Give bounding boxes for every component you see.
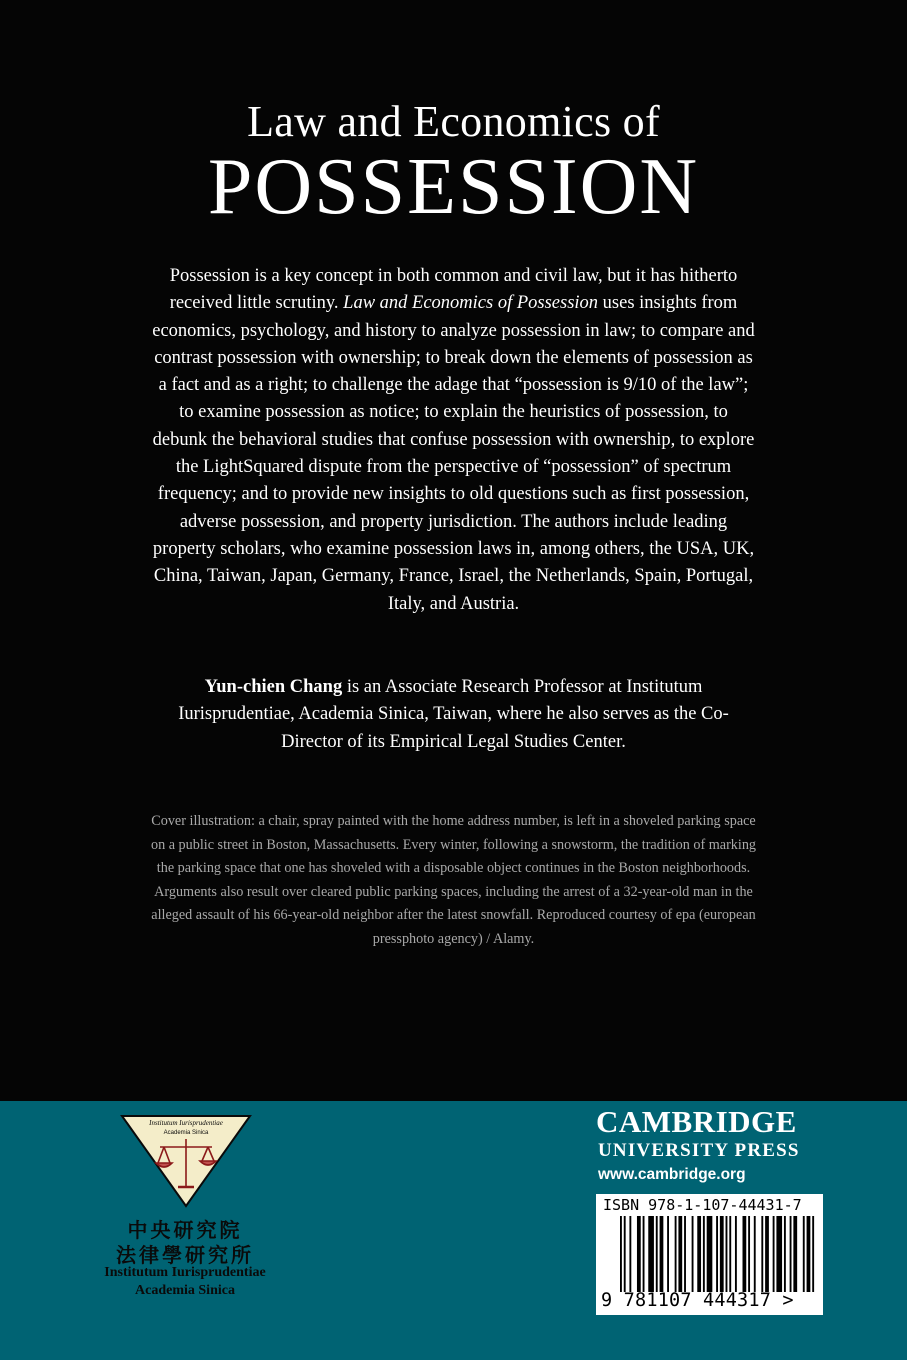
barcode-bar bbox=[703, 1216, 705, 1292]
barcode-bar bbox=[773, 1216, 775, 1292]
barcode-bar bbox=[812, 1216, 814, 1292]
barcode-bar bbox=[716, 1216, 718, 1292]
institute-logo bbox=[120, 1113, 252, 1209]
author-bio bbox=[150, 674, 757, 756]
institute-name-line-1: Institutum Iurisprudentiae bbox=[104, 1265, 266, 1280]
barcode-bar bbox=[784, 1216, 786, 1292]
barcode-bar bbox=[624, 1216, 626, 1292]
description-book-title: Law and Economics of Possession bbox=[343, 293, 599, 314]
author-name: Yun-chien Chang bbox=[204, 677, 343, 697]
logo-text-sub: Academia Sinica bbox=[163, 1130, 209, 1136]
institute-name-line-2: Academia Sinica bbox=[135, 1283, 235, 1298]
title-line-1: Law and Economics of bbox=[247, 97, 660, 146]
cover-illustration-caption: Cover illustration: a chair, spray painted with the home address number, is left in a shoveled parking space on a public street in Boston, Massachusetts. Every winter, following a snowstorm, the tradition of marking the parking space that one has shoveled with a disposable object continues in the Boston neighborhoods. Arguments also result over cleared public parking spaces, including the arrest of a 32-year-old man in the alleged assault of his 66-year-old neighbor after the latest snowfall. Reproduced courtesy of epa (european pressphoto agency) / Alamy. bbox=[150, 813, 757, 947]
book-description bbox=[150, 263, 757, 618]
title-line-2: POSSESSION bbox=[207, 143, 700, 231]
isbn-label: ISBN 978-1-107-44431-7 bbox=[603, 1196, 802, 1214]
description-text-part-1: Possession is a key concept in both common and civil law, but it has hitherto received little scrutiny. bbox=[169, 266, 738, 314]
barcode-bar bbox=[748, 1216, 750, 1292]
barcode-bar bbox=[803, 1216, 805, 1292]
barcode-digits: 9 781107 444317 > bbox=[601, 1290, 794, 1311]
logo-text-top: Institutum Iurisprudentiae bbox=[149, 1119, 223, 1127]
author-bio-text: is an Associate Research Professor at Institutum Iurisprudentiae, Academia Sinica, Taiwan, where he also serves as the Co-Director of its Empirical Legal Studies Center. bbox=[178, 677, 729, 752]
barcode-bar bbox=[793, 1216, 797, 1292]
barcode-bar bbox=[726, 1216, 728, 1292]
barcode-bar bbox=[692, 1216, 694, 1292]
description-text-part-2: uses insights from economics, psychology, and history to analyze possession in law; to compare and contrast possession with ownership; to break down the elements of possession as a fact and as a right; to challenge the adage that “possession is 9/10 of the law”; to examine possession as notice; to explain the heuristics of possession, to debunk the behavioral studies that confuse possession with ownership, to explore the LightSquared dispute from the perspective of “possession” of spectrum frequency; and to provide new insights to old questions such as first possession, adverse possession, and property jurisdiction. The authors include leading property scholars, who examine possession laws in, among others, the USA, UK, China, Taiwan, Japan, Germany, France, Israel, the Netherlands, Spain, Portugal, Italy, and Austria. bbox=[152, 293, 755, 614]
barcode-bar bbox=[660, 1216, 664, 1292]
barcode-bar bbox=[776, 1216, 782, 1292]
barcode-bar bbox=[743, 1216, 747, 1292]
barcode-bar bbox=[637, 1216, 641, 1292]
institute-chinese-name-2: 法律學研究所 bbox=[116, 1245, 254, 1267]
barcode-bar bbox=[765, 1216, 769, 1292]
barcode-bar bbox=[667, 1216, 669, 1292]
barcode-bar bbox=[648, 1216, 654, 1292]
barcode-bar bbox=[790, 1216, 792, 1292]
barcode-bar bbox=[629, 1216, 631, 1292]
barcode-bar bbox=[735, 1216, 737, 1292]
publisher-subname: UNIVERSITY PRESS bbox=[598, 1140, 800, 1161]
barcode-bar bbox=[678, 1216, 682, 1292]
barcode-bar bbox=[707, 1216, 713, 1292]
barcode-bar bbox=[697, 1216, 701, 1292]
barcode-bar bbox=[729, 1216, 731, 1292]
publisher-name: CAMBRIDGE bbox=[596, 1104, 797, 1139]
barcode-bars bbox=[620, 1216, 816, 1292]
barcode-bar bbox=[675, 1216, 677, 1292]
barcode-bar bbox=[807, 1216, 811, 1292]
barcode-bar bbox=[620, 1216, 622, 1292]
barcode-bar bbox=[656, 1216, 658, 1292]
barcode-bar bbox=[754, 1216, 756, 1292]
institute-chinese-name-1: 中央研究院 bbox=[127, 1220, 243, 1242]
publisher-website[interactable]: www.cambridge.org bbox=[598, 1166, 746, 1183]
barcode-bar bbox=[643, 1216, 645, 1292]
barcode-bar bbox=[761, 1216, 763, 1292]
barcode-bar bbox=[684, 1216, 686, 1292]
barcode-bar bbox=[720, 1216, 724, 1292]
